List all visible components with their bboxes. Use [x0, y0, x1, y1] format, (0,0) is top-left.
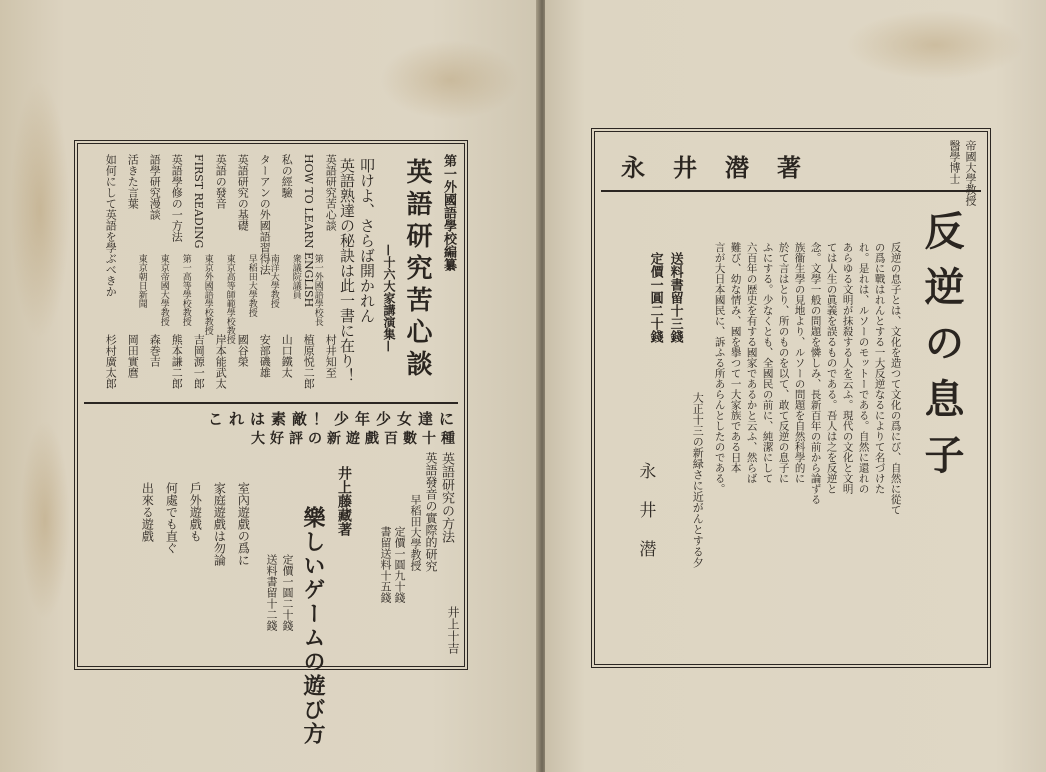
right-page [545, 0, 1046, 772]
author-signature: 永井潜 [635, 462, 656, 579]
body-line: 反逆の息子とは、文化を造つて文化の爲にび、自然に從て [889, 242, 902, 515]
toc-item-title: FIRST READING [192, 154, 206, 249]
affiliation: 第一外國語學校長 [312, 254, 323, 326]
book1-subtitle: 英語發音の實際的研究 [424, 452, 438, 572]
toc-item-author: 安部磯雄 [258, 334, 272, 378]
left-advertisement-frame [74, 140, 468, 746]
affiliation: 衆議院議員 [290, 254, 301, 299]
body-line: ては人生の眞義を誤るものである。吾人は之を反逆と [825, 242, 838, 494]
body-line: の爲に戰はれんとする一大反逆なるによりて名づけた [873, 242, 886, 494]
toc-item-author: 森巻吉 [148, 334, 162, 367]
toc-item-author: 國谷榮 [236, 334, 250, 367]
toc-item-title: 活きた言葉 [126, 154, 140, 209]
toc-item-author: 山口鐵太 [280, 334, 294, 378]
toc-item-title: 英語學修の一方法 [170, 154, 184, 242]
book-title-right: 反逆の息子 [918, 210, 965, 490]
description-line: 出來る遊戲 [140, 482, 155, 542]
affiliation: 東京高等師範學校教授 [224, 254, 235, 344]
affiliation: 東京朝日新聞 [136, 254, 147, 308]
left-ad-bottom-section [78, 406, 464, 746]
book1-postage: 書留送料十五錢 [379, 526, 392, 603]
book2-price: 定價一圓二十錢 [281, 554, 294, 631]
book1-title: 英語研究の方法 [439, 452, 454, 543]
left-ad-top-section [78, 144, 464, 399]
book2-description [86, 452, 266, 662]
toc-item-title: 英語の發音 [214, 154, 228, 209]
toc-item-title: 英語研究の基礎 [236, 154, 250, 231]
toc-item-author: 村井知至 [324, 334, 338, 378]
body-line: あらゆる文明が抹殺する人を云ふ。現代の文化と文明 [841, 242, 854, 494]
body-line: 族衞生學の見地より、ルソーの問題を自然科學的に [793, 242, 806, 484]
body-line: 六百年の歴史を有する國家であるかと云ふ、然らば [745, 242, 758, 484]
affiliation: 第一高等學校教授 [180, 254, 191, 326]
book2-postage: 送料書留十二錢 [265, 554, 278, 631]
description-line: 何處でも直ぐ [164, 482, 179, 554]
toc-item-author: 植原悦二郎 [302, 334, 316, 389]
book-subtitle: —十六大家講演集— [382, 244, 396, 352]
book-description [705, 202, 905, 642]
description-line: 室內遊戲の爲に [236, 482, 251, 566]
toc-item-author: 吉岡源一郎 [192, 334, 206, 389]
affiliation: 東京帝國大學教授 [158, 254, 169, 326]
book1-price: 定價一圓九十錢 [393, 526, 406, 603]
body-line: 難び、幼な情み、國を擧つて一大家族である日本 [729, 242, 742, 473]
body-line: 於て言はとり、所のものを以て、敢て反逆の息子に [777, 242, 790, 484]
toc-item-title: ターアンの外國語習得法 [258, 154, 272, 275]
affiliation: 東京外國語學校教授 [202, 254, 213, 335]
toc-item-author: 岡田實麿 [126, 334, 140, 378]
book2-title: 樂しいゲームの遊び方 [300, 506, 326, 746]
toc-item-title: 私の經驗 [280, 154, 294, 198]
description-line: 戶外遊戲も [188, 482, 203, 542]
preface-date: 大正十三の新緑さに近がんとする夕 [691, 392, 705, 568]
toc-item-author: 熊本謙二郎 [170, 334, 184, 389]
body-line: ふにする。少なくとも、全國民の前に、純潔にして [761, 242, 774, 484]
tagline-2: 英語熟達の秘訣は此一書に在り！ [338, 158, 356, 383]
right-advertisement-frame [591, 128, 991, 668]
credential-2: 醫學博士 [948, 140, 961, 184]
book1-extra: 早稻田大學教授 [409, 494, 422, 571]
toc-item-title: 英語研究苦心談 [324, 154, 338, 231]
banner-text: これは素敵！少年少女達に [207, 410, 460, 428]
book2-author: 井上藤藏著 [336, 466, 352, 536]
toc-item-title: 語學研究漫談 [148, 154, 162, 220]
toc-item-author: 岸本能武太 [214, 334, 228, 389]
book1-author: 井上十吉 [446, 606, 460, 654]
tagline-1: 叩けよ、さらば開かれん [358, 158, 376, 323]
affiliation: 南洋大學教授 [268, 254, 279, 308]
description-line: 家庭遊戲は勿論 [212, 482, 227, 566]
affiliation: 早稻田大學教授 [246, 254, 257, 317]
book-title: 英語研究苦心談 [402, 158, 432, 382]
author-header [601, 138, 981, 206]
body-line: 言が大日本國民に、訴ふる所あらんとしたのである。 [713, 242, 726, 494]
toc-item-title: 如何にして英語を學ぶべきか [104, 154, 118, 297]
toc-item-title: HOW TO LEARN ENGLISH [302, 154, 316, 308]
table-of-contents [84, 154, 338, 394]
price-right: 定價一圓二十錢 [647, 252, 663, 343]
credential-1: 帝國大學教授 [964, 140, 977, 206]
postage-right: 送料書留十三錢 [667, 252, 683, 343]
toc-item-author: 杉村廣太郎 [104, 334, 118, 389]
series-label: 第一外國語學校編纂 [441, 154, 456, 271]
section-divider [84, 402, 458, 404]
banner-text-2: 大好評の新遊戲百數十種 [251, 431, 460, 447]
body-line: 念。文學一般の問題を憐しみ、長新百年の前から論ずる [809, 242, 822, 505]
body-line: れ。是れは、ルソーのモットーである。自然に還れの [857, 242, 870, 494]
author-name-title: 永井潜著 [621, 153, 829, 182]
banner-area [124, 408, 460, 446]
